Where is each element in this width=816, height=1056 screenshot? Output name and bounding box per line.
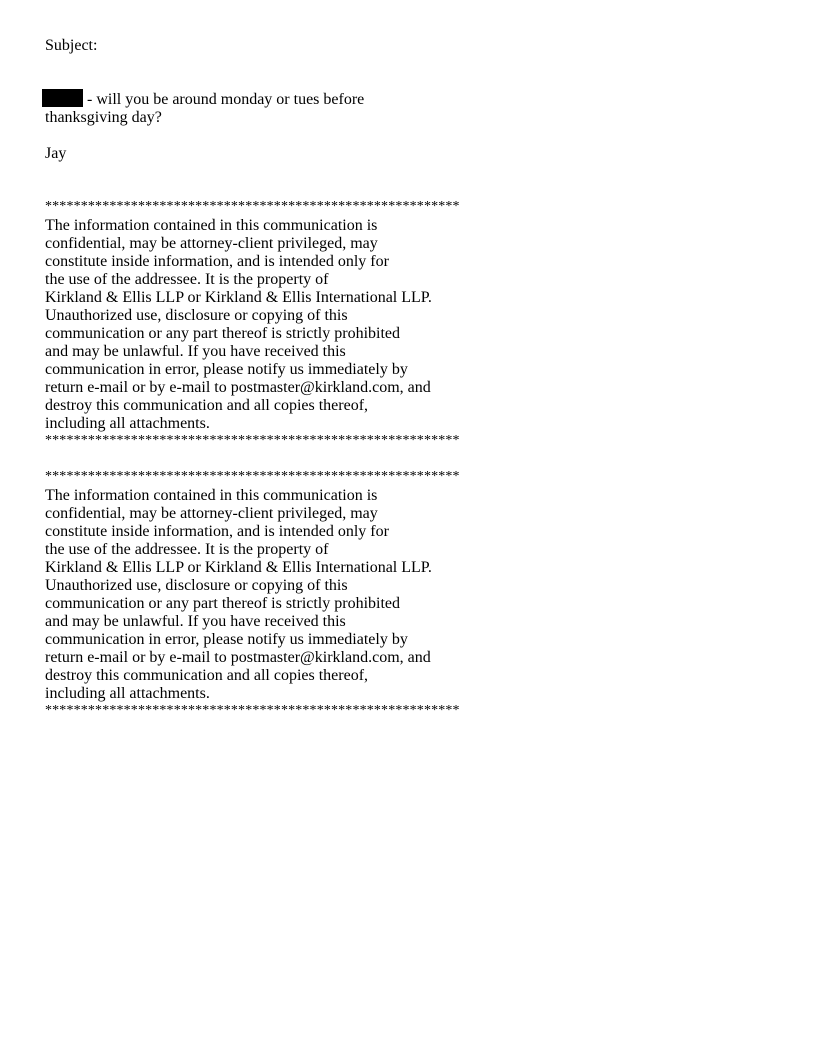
disclaimer-line: constitute inside information, and is intended only for — [45, 253, 389, 270]
disclaimer-separator-top-1: ********************************************************** — [45, 199, 460, 214]
disclaimer-block-1 — [45, 217, 432, 433]
disclaimer-line: The information contained in this communication is — [45, 217, 378, 234]
disclaimer-line: Kirkland & Ellis LLP or Kirkland & Ellis International LLP. — [45, 289, 432, 306]
disclaimer-line: communication or any part thereof is strictly prohibited — [45, 595, 401, 612]
disclaimer-line: communication or any part thereof is strictly prohibited — [45, 325, 401, 342]
disclaimer-line: the use of the addressee. It is the property of — [45, 541, 329, 558]
disclaimer-block-2 — [45, 487, 432, 703]
disclaimer-line: The information contained in this communication is — [45, 487, 378, 504]
disclaimer-line: and may be unlawful. If you have received this — [45, 343, 346, 360]
disclaimer-line: communication in error, please notify us immediately by — [45, 631, 408, 648]
disclaimer-line: destroy this communication and all copies thereof, — [45, 397, 369, 414]
disclaimer-line: including all attachments. — [45, 415, 210, 432]
signature: Jay — [45, 145, 67, 162]
disclaimer-line: return e-mail or by e-mail to postmaster@kirkland.com, and — [45, 379, 431, 396]
disclaimer-line: Unauthorized use, disclosure or copying of this — [45, 577, 348, 594]
message-line-1: - will you be around monday or tues before — [83, 91, 365, 108]
disclaimer-line: Unauthorized use, disclosure or copying of this — [45, 307, 348, 324]
redaction-bar — [42, 89, 83, 107]
disclaimer-separator-bottom-2: ********************************************************** — [45, 703, 460, 718]
subject-label: Subject: — [45, 37, 98, 54]
disclaimer-line: and may be unlawful. If you have received this — [45, 613, 346, 630]
disclaimer-line: communication in error, please notify us immediately by — [45, 361, 408, 378]
disclaimer-line: return e-mail or by e-mail to postmaster@kirkland.com, and — [45, 649, 431, 666]
disclaimer-separator-bottom-1: ********************************************************** — [45, 433, 460, 448]
disclaimer-separator-top-2: ********************************************************** — [45, 469, 460, 484]
disclaimer-line: confidential, may be attorney-client privileged, may — [45, 235, 378, 252]
disclaimer-line: the use of the addressee. It is the property of — [45, 271, 329, 288]
disclaimer-line: destroy this communication and all copies thereof, — [45, 667, 369, 684]
disclaimer-line: Kirkland & Ellis LLP or Kirkland & Ellis International LLP. — [45, 559, 432, 576]
disclaimer-line: confidential, may be attorney-client privileged, may — [45, 505, 378, 522]
disclaimer-line: constitute inside information, and is intended only for — [45, 523, 389, 540]
disclaimer-line: including all attachments. — [45, 685, 210, 702]
message-line-2: thanksgiving day? — [45, 109, 162, 126]
